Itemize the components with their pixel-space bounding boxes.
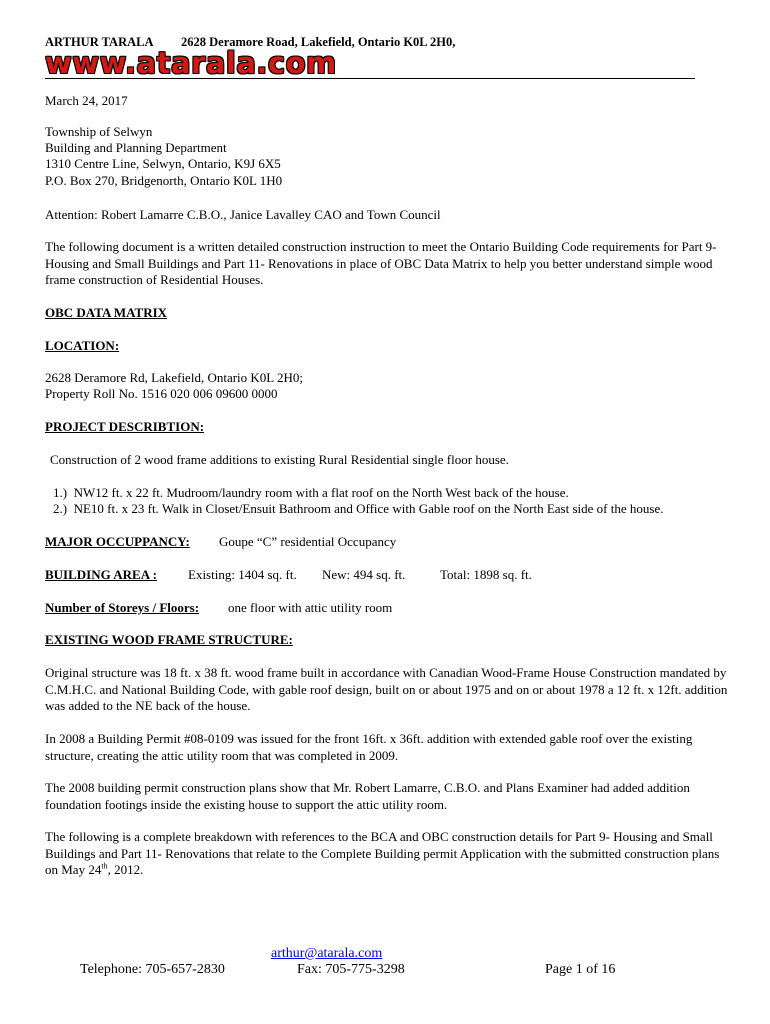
recipient-line-4: P.O. Box 270, Bridgenorth, Ontario K0L 1H0 bbox=[45, 173, 283, 188]
structure-paragraph-3: The 2008 building permit construction plans show that Mr. Robert Lamarre, C.B.O. and Plans Examiner had added addition foundation footings inside the existing house to support the attic utility room. bbox=[45, 780, 690, 812]
location-heading: LOCATION: bbox=[45, 338, 120, 353]
list-item bbox=[53, 501, 663, 517]
page-number: Page 1 of 16 bbox=[545, 962, 616, 977]
website-logo[interactable]: www.atarala.com bbox=[45, 46, 337, 80]
storeys-value: one floor with attic utility room bbox=[228, 600, 393, 615]
sender-name: ARTHUR TARALA bbox=[45, 35, 154, 49]
telephone-number: Telephone: 705-657-2830 bbox=[80, 962, 225, 977]
recipient-line-3: 1310 Centre Line, Selwyn, Ontario, K9J 6X5 bbox=[45, 156, 281, 171]
list-text: NE10 ft. x 23 ft. Walk in Closet/Ensuit Bathroom and Office with Gable roof on the North East side of the house. bbox=[73, 501, 664, 516]
list-number: 1.) bbox=[53, 485, 68, 500]
storeys-label: Number of Storeys / Floors: bbox=[45, 600, 200, 615]
building-area-label: BUILDING AREA : bbox=[45, 567, 157, 582]
occupancy-value: Goupe “C” residential Occupancy bbox=[219, 534, 397, 549]
property-roll-number: Property Roll No. 1516 020 006 09600 0000 bbox=[45, 386, 278, 401]
occupancy-label: MAJOR OCCUPPANCY: bbox=[45, 534, 190, 549]
structure-paragraph-4 bbox=[45, 829, 730, 879]
location-address: 2628 Deramore Rd, Lakefield, Ontario K0L 2H0; bbox=[45, 370, 304, 385]
sender-address: 2628 Deramore Road, Lakefield, Ontario K0L 2H0, bbox=[181, 35, 456, 49]
recipient-line-2: Building and Planning Department bbox=[45, 140, 227, 155]
project-heading: PROJECT DESCRIBTION: bbox=[45, 419, 205, 434]
paragraph-text-end: , 2012. bbox=[107, 862, 144, 877]
area-existing: Existing: 1404 sq. ft. bbox=[188, 567, 297, 582]
existing-structure-heading: EXISTING WOOD FRAME STRUCTURE: bbox=[45, 632, 293, 647]
structure-paragraph-1: Original structure was 18 ft. x 38 ft. wood frame built in accordance with Canadian Wood-Frame House Construction mandated by C.M.H.C. and National Building Code, with gable roof design, built on or about 1975 and on or about 1978 a 12 ft. x 12ft. addition was added to the NE back of the house. bbox=[45, 665, 728, 713]
header-divider bbox=[45, 78, 695, 79]
area-total: Total: 1898 sq. ft. bbox=[440, 567, 532, 582]
ordinal-suffix: th bbox=[101, 861, 108, 871]
structure-paragraph-2: In 2008 a Building Permit #08-0109 was issued for the front 16ft. x 36ft. addition with extended gable roof over the existing structure, creating the attic utility room that was completed in 2009. bbox=[45, 731, 693, 763]
list-number: 2.) bbox=[53, 501, 68, 516]
letter-date: March 24, 2017 bbox=[45, 93, 128, 108]
list-text: NW12 ft. x 22 ft. Mudroom/laundry room with a flat roof on the North West back of the house. bbox=[73, 485, 569, 500]
attention-line: Attention: Robert Lamarre C.B.O., Janice Lavalley CAO and Town Council bbox=[45, 207, 441, 222]
intro-paragraph: The following document is a written detailed construction instruction to meet the Ontario Building Code requirements for Part 9- Housing and Small Buildings and Part 11- Renovations in place of OBC Data Matrix to help you better understand simple wood frame construction of Residential Houses. bbox=[45, 239, 717, 287]
project-item-list bbox=[53, 485, 663, 517]
fax-number: Fax: 705-775-3298 bbox=[297, 962, 405, 977]
project-description: Construction of 2 wood frame additions to existing Rural Residential single floor house. bbox=[50, 452, 509, 467]
email-link[interactable]: arthur@atarala.com bbox=[271, 946, 383, 961]
paragraph-text: The following is a complete breakdown with references to the BCA and OBC construction details for Part 9- Housing and Small Buildings and Part 11- Renovations that relate to the Complete Building permit Application with the submitted construction plans on May 24 bbox=[45, 829, 720, 877]
list-item bbox=[53, 485, 663, 501]
area-new: New: 494 sq. ft. bbox=[322, 567, 406, 582]
matrix-heading: OBC DATA MATRIX bbox=[45, 305, 168, 320]
recipient-line-1: Township of Selwyn bbox=[45, 124, 153, 139]
